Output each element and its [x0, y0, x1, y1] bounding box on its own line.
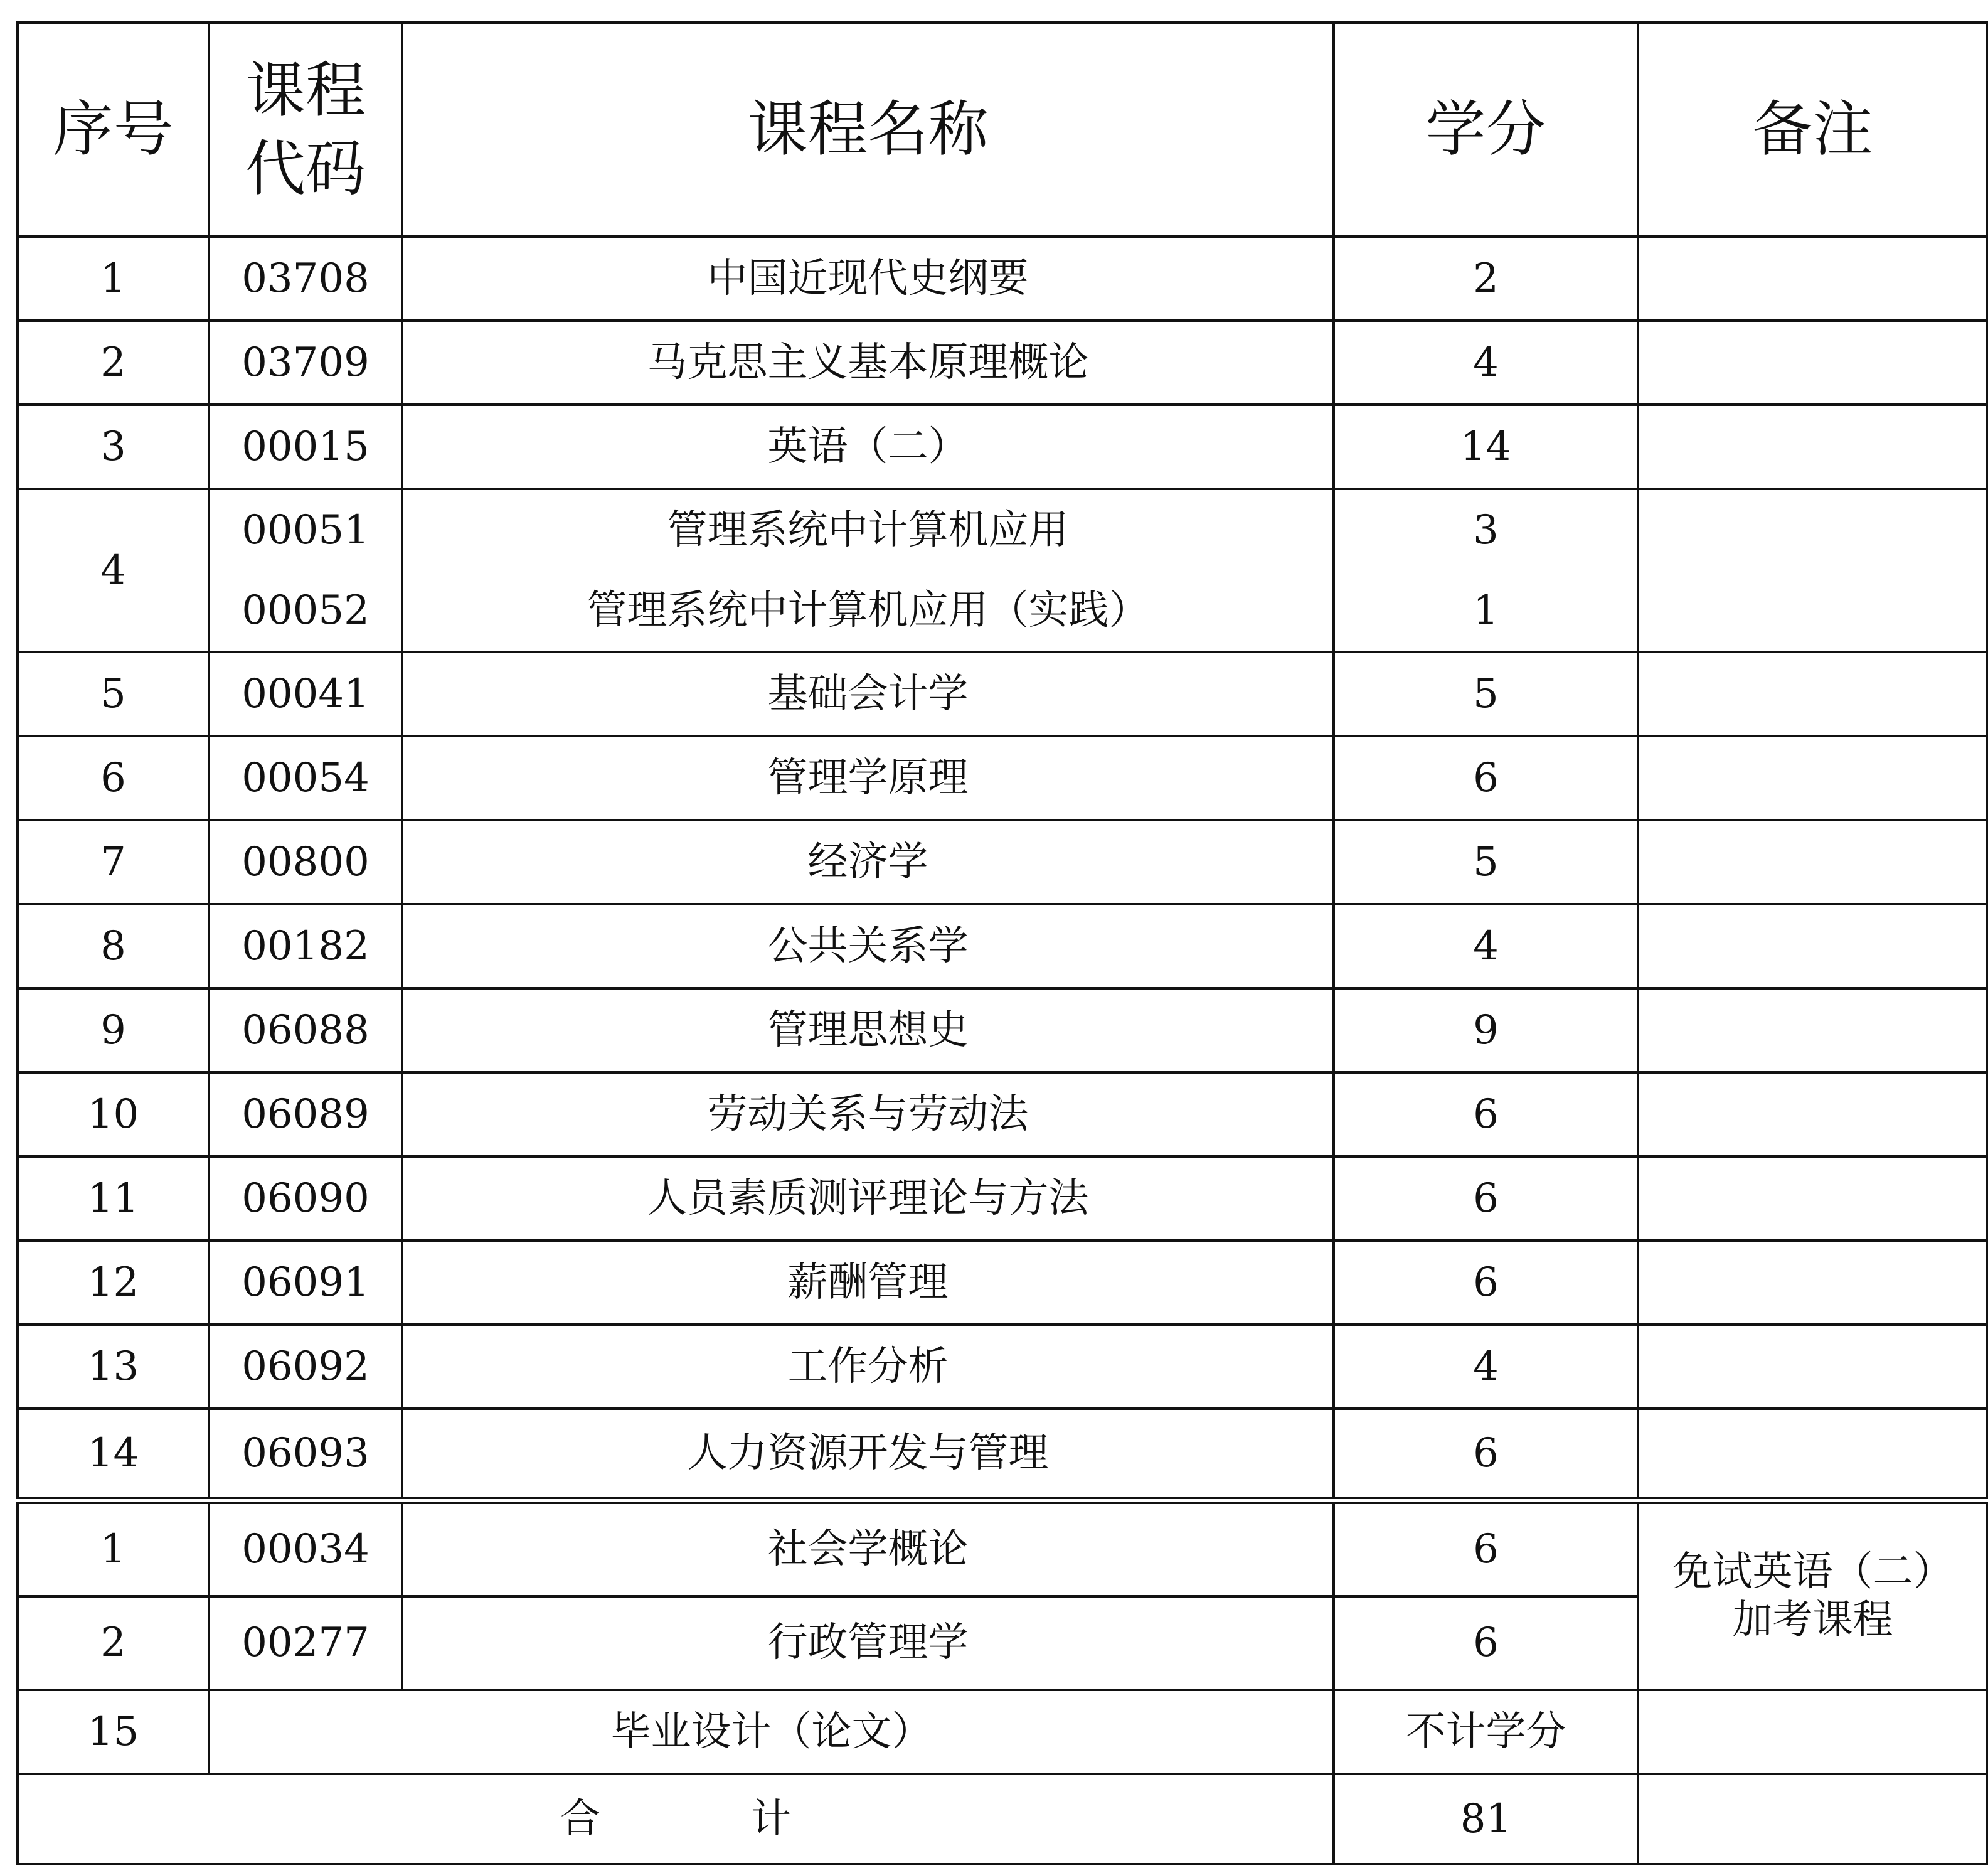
- table-row: [18, 736, 1987, 820]
- remark-cell: [1638, 1325, 1987, 1409]
- code-cell: 03708: [209, 237, 402, 321]
- credit-cell: 14: [1334, 405, 1638, 489]
- seq-cell: 3: [18, 405, 209, 489]
- code-cell: 03709: [209, 321, 402, 405]
- remark-cell: [1638, 1409, 1987, 1500]
- total-credit-cell: 81: [1334, 1774, 1638, 1864]
- seq-cell: 6: [18, 736, 209, 820]
- remark-cell: [1638, 904, 1987, 988]
- code-cell: 06091: [209, 1241, 402, 1325]
- seq-cell: 10: [18, 1072, 209, 1156]
- credit-cell: 2: [1334, 237, 1638, 321]
- seq-cell: 2: [18, 321, 209, 405]
- total-row: [18, 1774, 1987, 1864]
- seq-cell: 12: [18, 1241, 209, 1325]
- header-seq: 序号: [18, 23, 209, 237]
- thesis-row: [18, 1690, 1987, 1774]
- table-row: [18, 1072, 1987, 1156]
- seq-cell: 5: [18, 652, 209, 736]
- table-row: [18, 321, 1987, 405]
- name-cell: 马克思主义基本原理概论: [402, 321, 1334, 405]
- remark-cell: [1638, 820, 1987, 904]
- credit-cell: 3: [1334, 489, 1638, 570]
- code-cell: 06089: [209, 1072, 402, 1156]
- header-code-line2: 代码: [245, 133, 366, 204]
- code-cell: 00054: [209, 736, 402, 820]
- name-cell: 管理系统中计算机应用: [402, 489, 1334, 570]
- name-cell: 管理思想史: [402, 988, 1334, 1072]
- seq-cell: 11: [18, 1156, 209, 1241]
- code-cell: 00041: [209, 652, 402, 736]
- seq-cell: 7: [18, 820, 209, 904]
- seq-cell: 1: [18, 237, 209, 321]
- header-code: [209, 23, 402, 237]
- table-row: [18, 820, 1987, 904]
- table-row: [18, 405, 1987, 489]
- header-credit: 学分: [1334, 23, 1638, 237]
- code-cell: 06093: [209, 1409, 402, 1500]
- header-name: 课程名称: [402, 23, 1334, 237]
- name-cell: 劳动关系与劳动法: [402, 1072, 1334, 1156]
- table-row: [18, 1241, 1987, 1325]
- table-row: [18, 489, 1987, 570]
- remark-cell: [1638, 1241, 1987, 1325]
- header-row: [18, 23, 1987, 237]
- code-cell: 06090: [209, 1156, 402, 1241]
- name-cell: 人员素质测评理论与方法: [402, 1156, 1334, 1241]
- name-cell: 中国近现代史纲要: [402, 237, 1334, 321]
- seq-cell: 14: [18, 1409, 209, 1500]
- remark-cell: [1638, 1156, 1987, 1241]
- code-cell: 00800: [209, 820, 402, 904]
- seq-cell: 8: [18, 904, 209, 988]
- name-cell: 管理系统中计算机应用（实践）: [402, 570, 1334, 652]
- credit-cell: 6: [1334, 1500, 1638, 1596]
- credit-cell: 6: [1334, 736, 1638, 820]
- name-cell: 工作分析: [402, 1325, 1334, 1409]
- thesis-name-cell: 毕业设计（论文）: [209, 1690, 1334, 1774]
- code-cell: 00182: [209, 904, 402, 988]
- credit-cell: 5: [1334, 652, 1638, 736]
- table-row: [18, 1325, 1987, 1409]
- table-row: [18, 237, 1987, 321]
- seq-cell: 15: [18, 1690, 209, 1774]
- extra-remark-line2: 加考课程: [1732, 1597, 1893, 1643]
- code-cell: 00277: [209, 1596, 402, 1690]
- credit-cell: 6: [1334, 1241, 1638, 1325]
- credit-cell: 4: [1334, 321, 1638, 405]
- credit-cell: 4: [1334, 904, 1638, 988]
- credit-cell: 不计学分: [1334, 1690, 1638, 1774]
- credit-cell: 1: [1334, 570, 1638, 652]
- header-remark: 备注: [1638, 23, 1987, 237]
- extra-remark-cell: [1638, 1500, 1987, 1690]
- course-table: [16, 21, 1988, 1865]
- header-code-line1: 课程: [245, 55, 366, 125]
- credit-cell: 6: [1334, 1072, 1638, 1156]
- table-row: [18, 1409, 1987, 1500]
- credit-cell: 9: [1334, 988, 1638, 1072]
- remark-cell: [1638, 237, 1987, 321]
- remark-cell: [1638, 321, 1987, 405]
- remark-cell: [1638, 1774, 1987, 1864]
- remark-cell: [1638, 489, 1987, 652]
- name-cell: 公共关系学: [402, 904, 1334, 988]
- remark-cell: [1638, 736, 1987, 820]
- table-row: [18, 904, 1987, 988]
- remark-cell: [1638, 652, 1987, 736]
- name-cell: 薪酬管理: [402, 1241, 1334, 1325]
- credit-cell: 5: [1334, 820, 1638, 904]
- seq-cell: 9: [18, 988, 209, 1072]
- name-cell: 基础会计学: [402, 652, 1334, 736]
- extra-remark-line1: 免试英语（二）: [1672, 1549, 1953, 1596]
- credit-cell: 6: [1334, 1409, 1638, 1500]
- table-row: [18, 1156, 1987, 1241]
- name-cell: 管理学原理: [402, 736, 1334, 820]
- credit-cell: 6: [1334, 1596, 1638, 1690]
- total-label-part2: 计: [751, 1795, 791, 1842]
- remark-cell: [1638, 1690, 1987, 1774]
- name-cell: 社会学概论: [402, 1500, 1334, 1596]
- name-cell: 行政管理学: [402, 1596, 1334, 1690]
- name-cell: 人力资源开发与管理: [402, 1409, 1334, 1500]
- code-cell: 06092: [209, 1325, 402, 1409]
- extra-course-row: [18, 1500, 1987, 1596]
- credit-cell: 4: [1334, 1325, 1638, 1409]
- name-cell: 经济学: [402, 820, 1334, 904]
- total-label-part1: 合: [560, 1795, 600, 1842]
- code-cell: 00015: [209, 405, 402, 489]
- seq-cell: 13: [18, 1325, 209, 1409]
- remark-cell: [1638, 988, 1987, 1072]
- seq-cell: 1: [18, 1500, 209, 1596]
- code-cell: 06088: [209, 988, 402, 1072]
- code-cell: 00052: [209, 570, 402, 652]
- table-row: [18, 652, 1987, 736]
- credit-cell: 6: [1334, 1156, 1638, 1241]
- total-label: [18, 1774, 1334, 1864]
- table-row: [18, 988, 1987, 1072]
- name-cell: 英语（二）: [402, 405, 1334, 489]
- seq-cell: 2: [18, 1596, 209, 1690]
- remark-cell: [1638, 405, 1987, 489]
- code-cell: 00034: [209, 1500, 402, 1596]
- code-cell: 00051: [209, 489, 402, 570]
- seq-cell: 4: [18, 489, 209, 652]
- remark-cell: [1638, 1072, 1987, 1156]
